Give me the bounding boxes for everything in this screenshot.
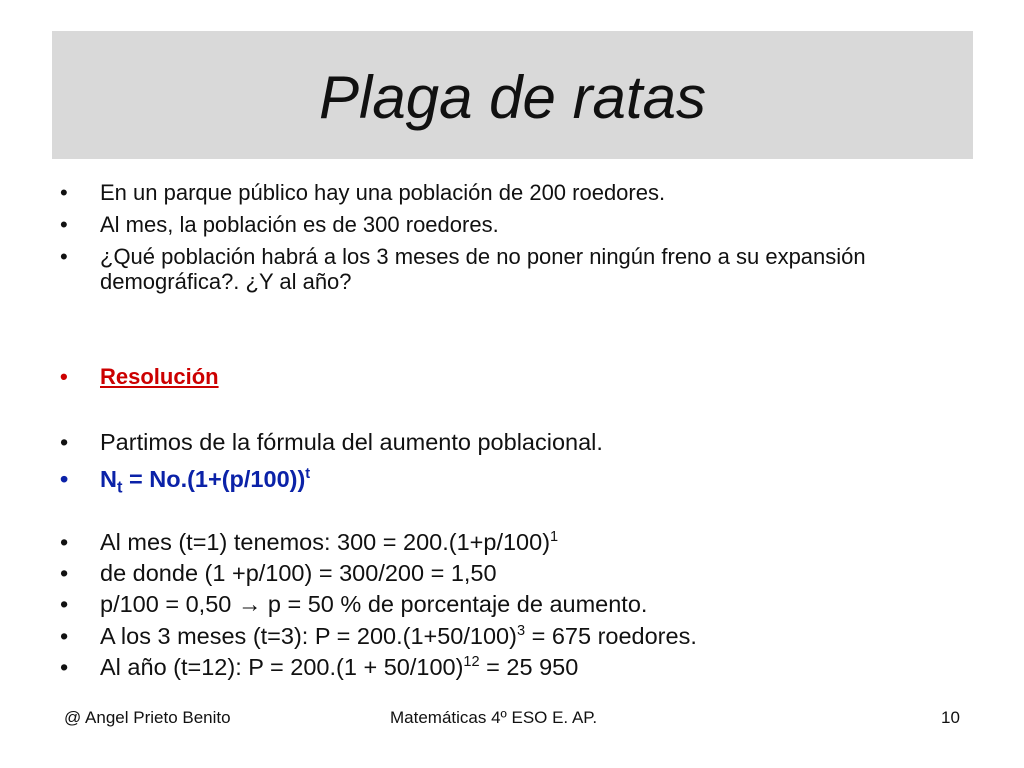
step-text	[100, 621, 940, 651]
bullet-text: En un parque público hay una población de 200 roedores.	[100, 180, 666, 205]
step-text	[100, 652, 940, 682]
step-sup: 3	[516, 623, 526, 640]
bullet-dot: •	[60, 364, 68, 389]
step-main: de donde (1 +p/100) = 300/200 = 1,50	[100, 560, 497, 586]
step-after: = 25 950	[479, 654, 579, 680]
bullet-dot: •	[60, 429, 69, 455]
footer-page-number: 10	[941, 708, 960, 727]
step-sup: 12	[463, 654, 480, 671]
bullet-dot: •	[60, 623, 69, 649]
bullet-dot: •	[60, 654, 69, 680]
formula	[100, 464, 940, 497]
footer-author: @ Angel Prieto Benito	[64, 708, 231, 727]
bullet-dot: •	[60, 212, 68, 237]
step-text	[100, 527, 940, 557]
footer-course: Matemáticas 4º ESO E. AP.	[390, 708, 598, 727]
bullet-dot: •	[60, 180, 68, 205]
step-main: p/100 = 0,50	[100, 591, 238, 617]
step-main: A los 3 meses (t=3): P = 200.(1+50/100)	[100, 623, 517, 649]
step-main: Al año (t=12): P = 200.(1 + 50/100)	[100, 654, 464, 680]
formula-n: N	[100, 466, 117, 492]
step-after: = 675 roedores.	[525, 623, 697, 649]
resolution-heading-text: Resolución	[100, 364, 219, 389]
step-text	[100, 558, 940, 588]
formula-exp: t	[305, 466, 311, 483]
step-text	[100, 589, 940, 619]
step-main: Al mes (t=1) tenemos: 300 = 200.(1+p/100)	[100, 529, 551, 555]
formula-rest: = No.(1+(p/100))	[122, 466, 306, 492]
bullet-dot: •	[60, 560, 69, 586]
formula-n-sub: t	[116, 478, 123, 497]
bullet-dot: •	[60, 244, 68, 269]
bullet-dot: •	[60, 529, 69, 555]
step-sup: 1	[550, 529, 559, 546]
arrow-right-icon: →	[237, 591, 262, 617]
formula-intro: Partimos de la fórmula del aumento poblacional.	[100, 429, 603, 455]
step-after: p = 50 % de porcentaje de aumento.	[261, 591, 648, 617]
bullet-dot: •	[60, 466, 69, 492]
bullet-dot: •	[60, 591, 69, 617]
bullet-text: Al mes, la población es de 300 roedores.	[100, 212, 499, 237]
bullet-text: ¿Qué población habrá a los 3 meses de no poner ningún freno a su expansión demográfica?. ¿Y al año?	[100, 244, 866, 294]
slide-title: Plaga de ratas	[319, 64, 706, 131]
